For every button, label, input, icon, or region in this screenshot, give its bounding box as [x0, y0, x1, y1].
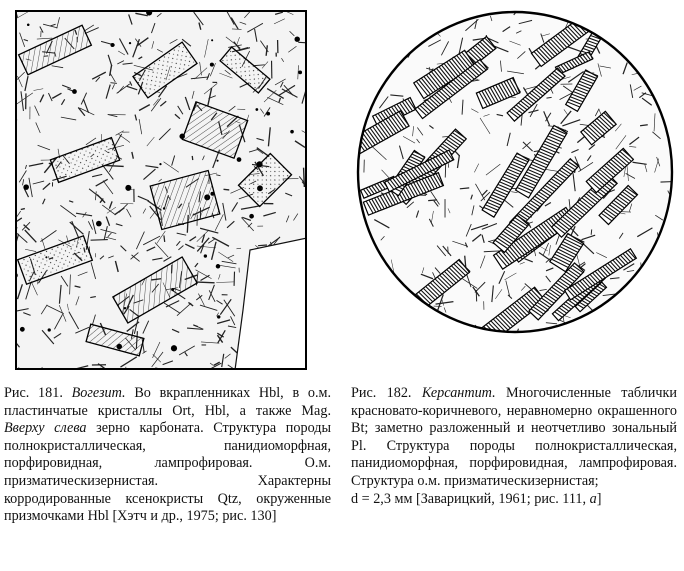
caption-text: Многочисленные таблички красновато-коричневого, неравномерно окрашенного Bt; заметно разложенный и неотчетливо зональный Pl. Структура породы полнокристаллическая, панидиоморфная, порфировидная, лампрофировая. Структура о.м. призматическизернистая;	[351, 385, 678, 489]
caption-rock-name: Вогезит.	[71, 385, 126, 401]
caption-label: Рис. 181.	[4, 385, 63, 401]
caption-text: Во вкрапленниках Hbl, в о.м. пластинчатые кристаллы Ort, Hbl, а также Mag.	[4, 385, 332, 419]
caption-scale-emphasis: а	[589, 490, 597, 507]
micrograph-kersantite-drawing	[356, 10, 674, 335]
micrograph-kersantite	[356, 10, 674, 335]
caption-scale: d = 2,3 мм [Заварицкий, 1961; рис. 111,	[351, 490, 587, 507]
caption-label: Рис. 182.	[351, 385, 412, 401]
caption-scale-end: ]	[596, 490, 602, 507]
figure-caption-181	[4, 385, 331, 526]
caption-text: зерно карбоната. Структура породы полнокристаллическая, панидиоморфная, порфировидная, лампрофировая. О.м. призматическизернистая. Характерны корродированные ксенокристы Qtz, окруженные призмочками Hbl [Хэтч и др., 1975; рис. 130]	[4, 420, 332, 525]
figure-caption-182	[351, 385, 677, 508]
caption-emphasis: Вверху слева	[4, 420, 87, 437]
micrograph-vogesite-drawing	[15, 10, 307, 370]
caption-rock-name: Керсантит.	[421, 385, 496, 401]
micrograph-vogesite	[15, 10, 307, 370]
